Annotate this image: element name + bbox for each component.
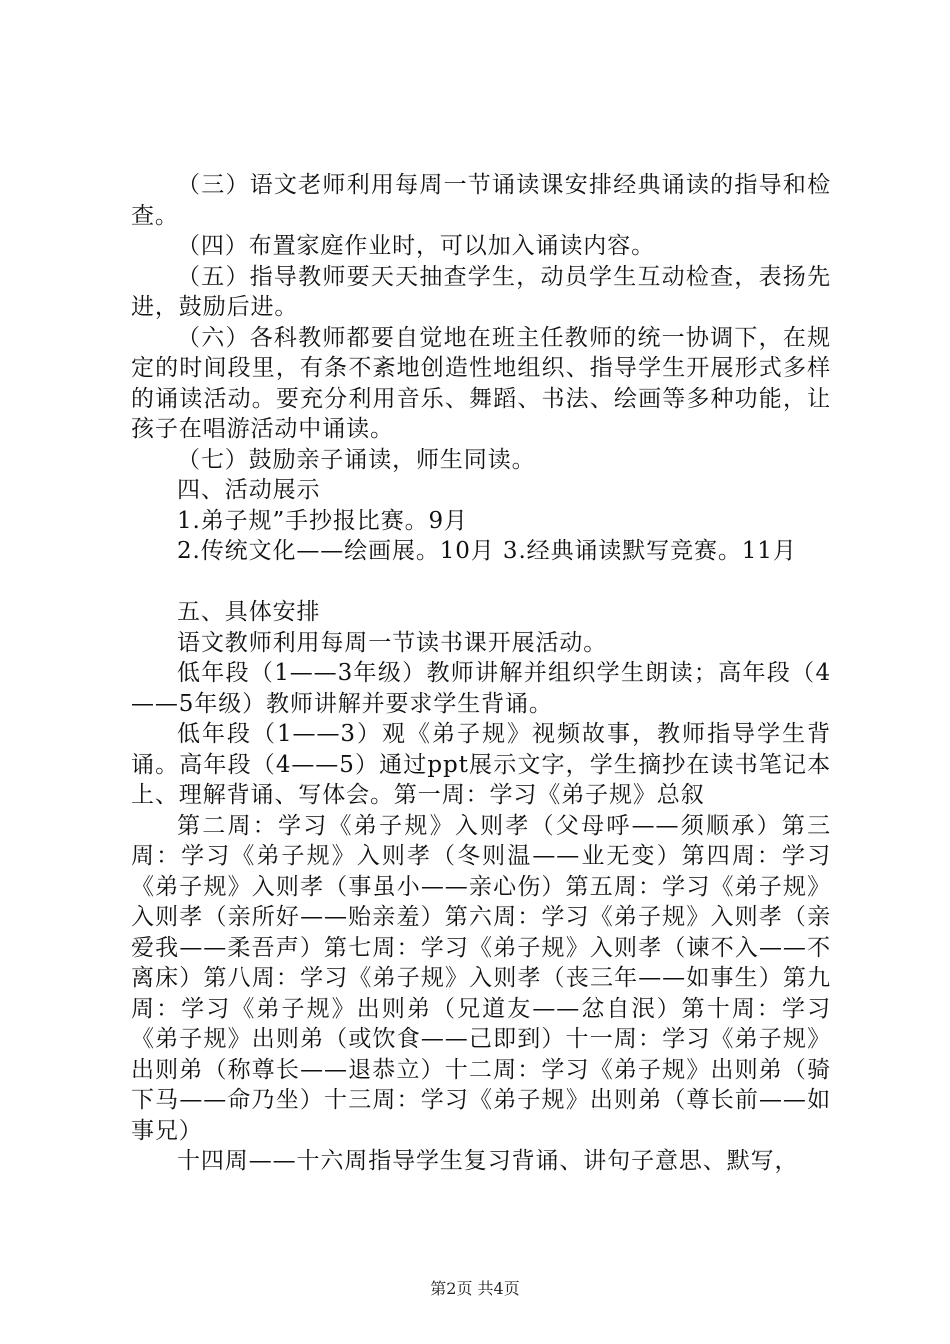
schedule-weeks: 第二周：学习《弟子规》入则孝（父母呼——须顺承）第三周：学习《弟子规》入则孝（冬则温——业无变）第四周：学习《弟子规》入则孝（事虽小——亲心伤）第五周：学习《弟子规》入则孝（亲所好——贻亲羞）第六周：学习《弟子规》入则孝（亲爱我——柔吾声）第七周：学习《弟子规》入则孝（谏不入——不离床）第八周：学习《弟子规》入则孝（丧三年——如事生）第九周：学习《弟子规》出则弟（兄道友——忿自泯）第十周：学习《弟子规》出则弟（或饮食——己即到）十一周：学习《弟子规》出则弟（称尊长——退恭立）十二周：学习《弟子规》出则弟（骑下马——命乃坐）十三周：学习《弟子规》出则弟（尊长前——如事兄） [131, 812, 831, 1144]
schedule-review: 十四周——十六周指导学生复习背诵、讲句子意思、默写， [177, 1148, 799, 1174]
schedule-methods: 低年段（1——3）观《弟子规》视频故事，教师指导学生背诵。高年段（4——5）通过ppt展示文字，学生摘抄在读书笔记本上、理解背诵、写体会。第一周：学习《弟子规》总叙 [131, 721, 831, 808]
blank-line [131, 567, 831, 598]
paragraph-7: （七）鼓励亲子诵读，师生同读。 [177, 446, 536, 473]
schedule-grades: 低年段（1——3年级）教师讲解并组织学生朗读；高年段（4——5年级）教师讲解并要求学生背诵。 [131, 660, 831, 717]
activity-item-2-3: 2.传统文化——绘画展。10月 3.经典诵读默写竞赛。11月 [177, 538, 797, 564]
activity-item-1: 1.弟子规”手抄报比赛。9月 [177, 507, 468, 534]
paragraph-4: （四）布置家庭作业时，可以加入诵读内容。 [177, 233, 655, 259]
paragraph-6: （六）各科教师都要自觉地在班主任教师的统一协调下，在规定的时间段里，有条不紊地创造性地组织、指导学生开展形式多样的诵读活动。要充分利用音乐、舞蹈、书法、绘画等多种功能，让孩子在唱游活动中诵读。 [131, 324, 831, 442]
paragraph-3: （三）语文老师利用每周一节诵读课安排经典诵读的指导和检查。 [131, 172, 831, 229]
document-body [131, 170, 831, 1177]
schedule-intro: 语文教师利用每周一节读书课开展活动。 [177, 629, 608, 656]
paragraph-5: （五）指导教师要天天抽查学生，动员学生互动检查，表扬先进，鼓励后进。 [131, 263, 831, 320]
section-heading-schedule: 五、具体安排 [177, 599, 321, 625]
section-heading-activities: 四、活动展示 [177, 477, 321, 503]
page-footer: 第2页 共4页 [430, 1279, 520, 1298]
